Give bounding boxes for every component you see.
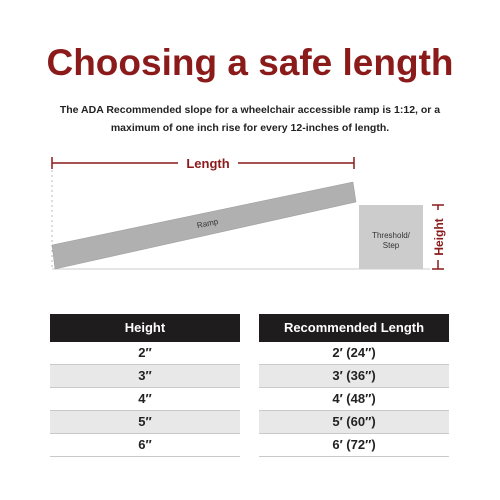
table-row: 6′ (72″): [259, 434, 449, 457]
table-row: 6″: [50, 434, 240, 457]
threshold-label-line1: Threshold/: [372, 231, 410, 240]
table-row: 2′ (24″): [259, 342, 449, 365]
height-label: Height: [432, 218, 446, 256]
subtitle: The ADA Recommended slope for a wheelchair accessible ramp is 1:12, or a maximum of one inch rise for every 12-inches of length.: [59, 104, 441, 134]
table-row: 3′ (36″): [259, 365, 449, 388]
recommended-length-table: [259, 314, 449, 457]
page-title: Choosing a safe length: [46, 42, 454, 83]
table-row: 5′ (60″): [259, 411, 449, 434]
table-row: 4″: [50, 388, 240, 411]
table-row: 3″: [50, 365, 240, 388]
length-column-header: Recommended Length: [259, 314, 449, 342]
table-row: 5″: [50, 411, 240, 434]
table-row: 4′ (48″): [259, 388, 449, 411]
threshold-label-line2: Step: [382, 241, 400, 250]
length-label: Length: [186, 156, 230, 171]
table-row: 2″: [50, 342, 240, 365]
height-table: [50, 314, 240, 457]
ramp-label: Ramp: [196, 216, 219, 231]
height-column-header: Height: [50, 314, 240, 342]
